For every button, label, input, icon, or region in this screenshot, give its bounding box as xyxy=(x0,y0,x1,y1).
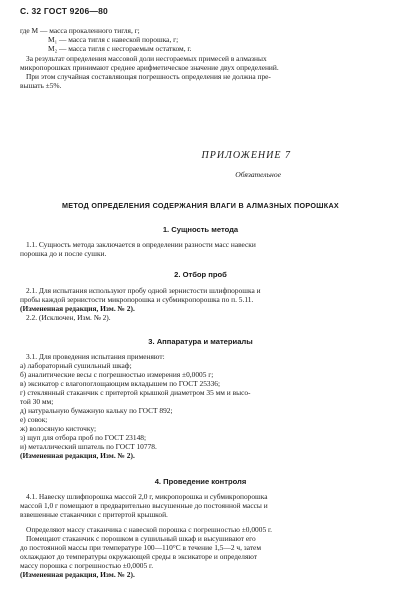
text-line: той 30 мм; xyxy=(20,397,54,406)
text-line: пробы каждой зернистости микропорошка и субмикропорошка по п. 5.11. xyxy=(20,295,254,304)
page-header: С. 32 ГОСТ 9206—80 xyxy=(20,6,108,16)
text-line: микропорошках принимают среднее арифметическое значение двух определений. xyxy=(20,63,279,72)
section-heading: 4. Проведение контроля xyxy=(154,477,247,486)
text-line: взвешенные стаканчики с притертой крышкой. xyxy=(20,510,168,519)
text-line: M₂ — масса тигля с несгораемым остатком, г. xyxy=(48,44,192,53)
text-line: 2.2. (Исключен, Изм. № 2). xyxy=(26,313,111,322)
section-heading: 2. Отбор проб xyxy=(174,270,227,279)
section-heading: 3. Аппаратура и материалы xyxy=(148,337,253,346)
text-line: 2.1. Для испытания используют пробу одной зернистости шлифпорошка и xyxy=(26,286,261,295)
text-line: При этом случайная составляющая погрешность определения не должна пре- xyxy=(26,72,271,81)
text-line: вышать ±5%. xyxy=(20,81,62,90)
text-line: з) щуп для отбора проб по ГОСТ 23148; xyxy=(20,433,147,442)
text-line: б) аналитические весы с погрешностью измерения ±0,0005 г; xyxy=(20,370,214,379)
text-line: 1.1. Сущность метода заключается в определении разности масс навески xyxy=(26,240,256,249)
text-line: д) натуральную бумажную кальку по ГОСТ 892; xyxy=(20,406,173,415)
text-line: Помещают стаканчик с порошком в сушильный шкаф и высушивают его xyxy=(26,534,256,543)
revision-note: (Измененная редакция, Изм. № 2). xyxy=(20,570,135,579)
text-line: 3.1. Для проведения испытания применяют: xyxy=(26,352,165,361)
text-line: M₁ — масса тигля с навеской порошка, г; xyxy=(48,35,179,44)
text-line: охлаждают до температуры окружающей среды в эксикаторе и определяют xyxy=(20,552,258,561)
text-line: е) совок; xyxy=(20,415,48,424)
text-line: ж) волосяную кисточку; xyxy=(20,424,97,433)
text-line: а) лабораторный сушильный шкаф; xyxy=(20,361,132,370)
revision-note: (Измененная редакция, Изм. № 2). xyxy=(20,451,135,460)
document-title: МЕТОД ОПРЕДЕЛЕНИЯ СОДЕРЖАНИЯ ВЛАГИ В АЛМАЗНЫХ ПОРОШКАХ xyxy=(61,201,340,210)
text-line: За результат определения массовой доли несгораемых примесей в алмазных xyxy=(26,54,267,63)
text-line: где M — масса прокаленного тигля, г; xyxy=(20,26,140,35)
text-line: 4.1. Навеску шлифпорошка массой 2,0 г, микропорошка и субмикропорошка xyxy=(26,492,268,501)
text-line: Определяют массу стаканчика с навеской порошка с погрешностью ±0,0005 г. xyxy=(26,525,273,534)
text-line: массу порошка с погрешностью ±0,0005 г. xyxy=(20,561,154,570)
appendix-status: Обязательное xyxy=(235,170,281,179)
section-heading: 1. Сущность метода xyxy=(162,225,239,234)
text-line: до постоянной массы при температуре 100—110°С в течение 1,5—2 ч, затем xyxy=(20,543,262,552)
text-line: г) стеклянный стаканчик с притертой крышкой диаметром 35 мм и высо- xyxy=(20,388,251,397)
text-line: порошка до и после сушки. xyxy=(20,249,107,258)
text-line: массой 1,0 г помещают в предварительно высушенные до постоянной массы и xyxy=(20,501,268,510)
text-line: и) металлический шпатель по ГОСТ 10778. xyxy=(20,442,157,451)
revision-note: (Измененная редакция, Изм. № 2). xyxy=(20,304,135,313)
appendix-label: ПРИЛОЖЕНИЕ 7 xyxy=(201,150,291,161)
text-line: в) эксикатор с влагопоглощающим вкладышем по ГОСТ 25336; xyxy=(20,379,221,388)
